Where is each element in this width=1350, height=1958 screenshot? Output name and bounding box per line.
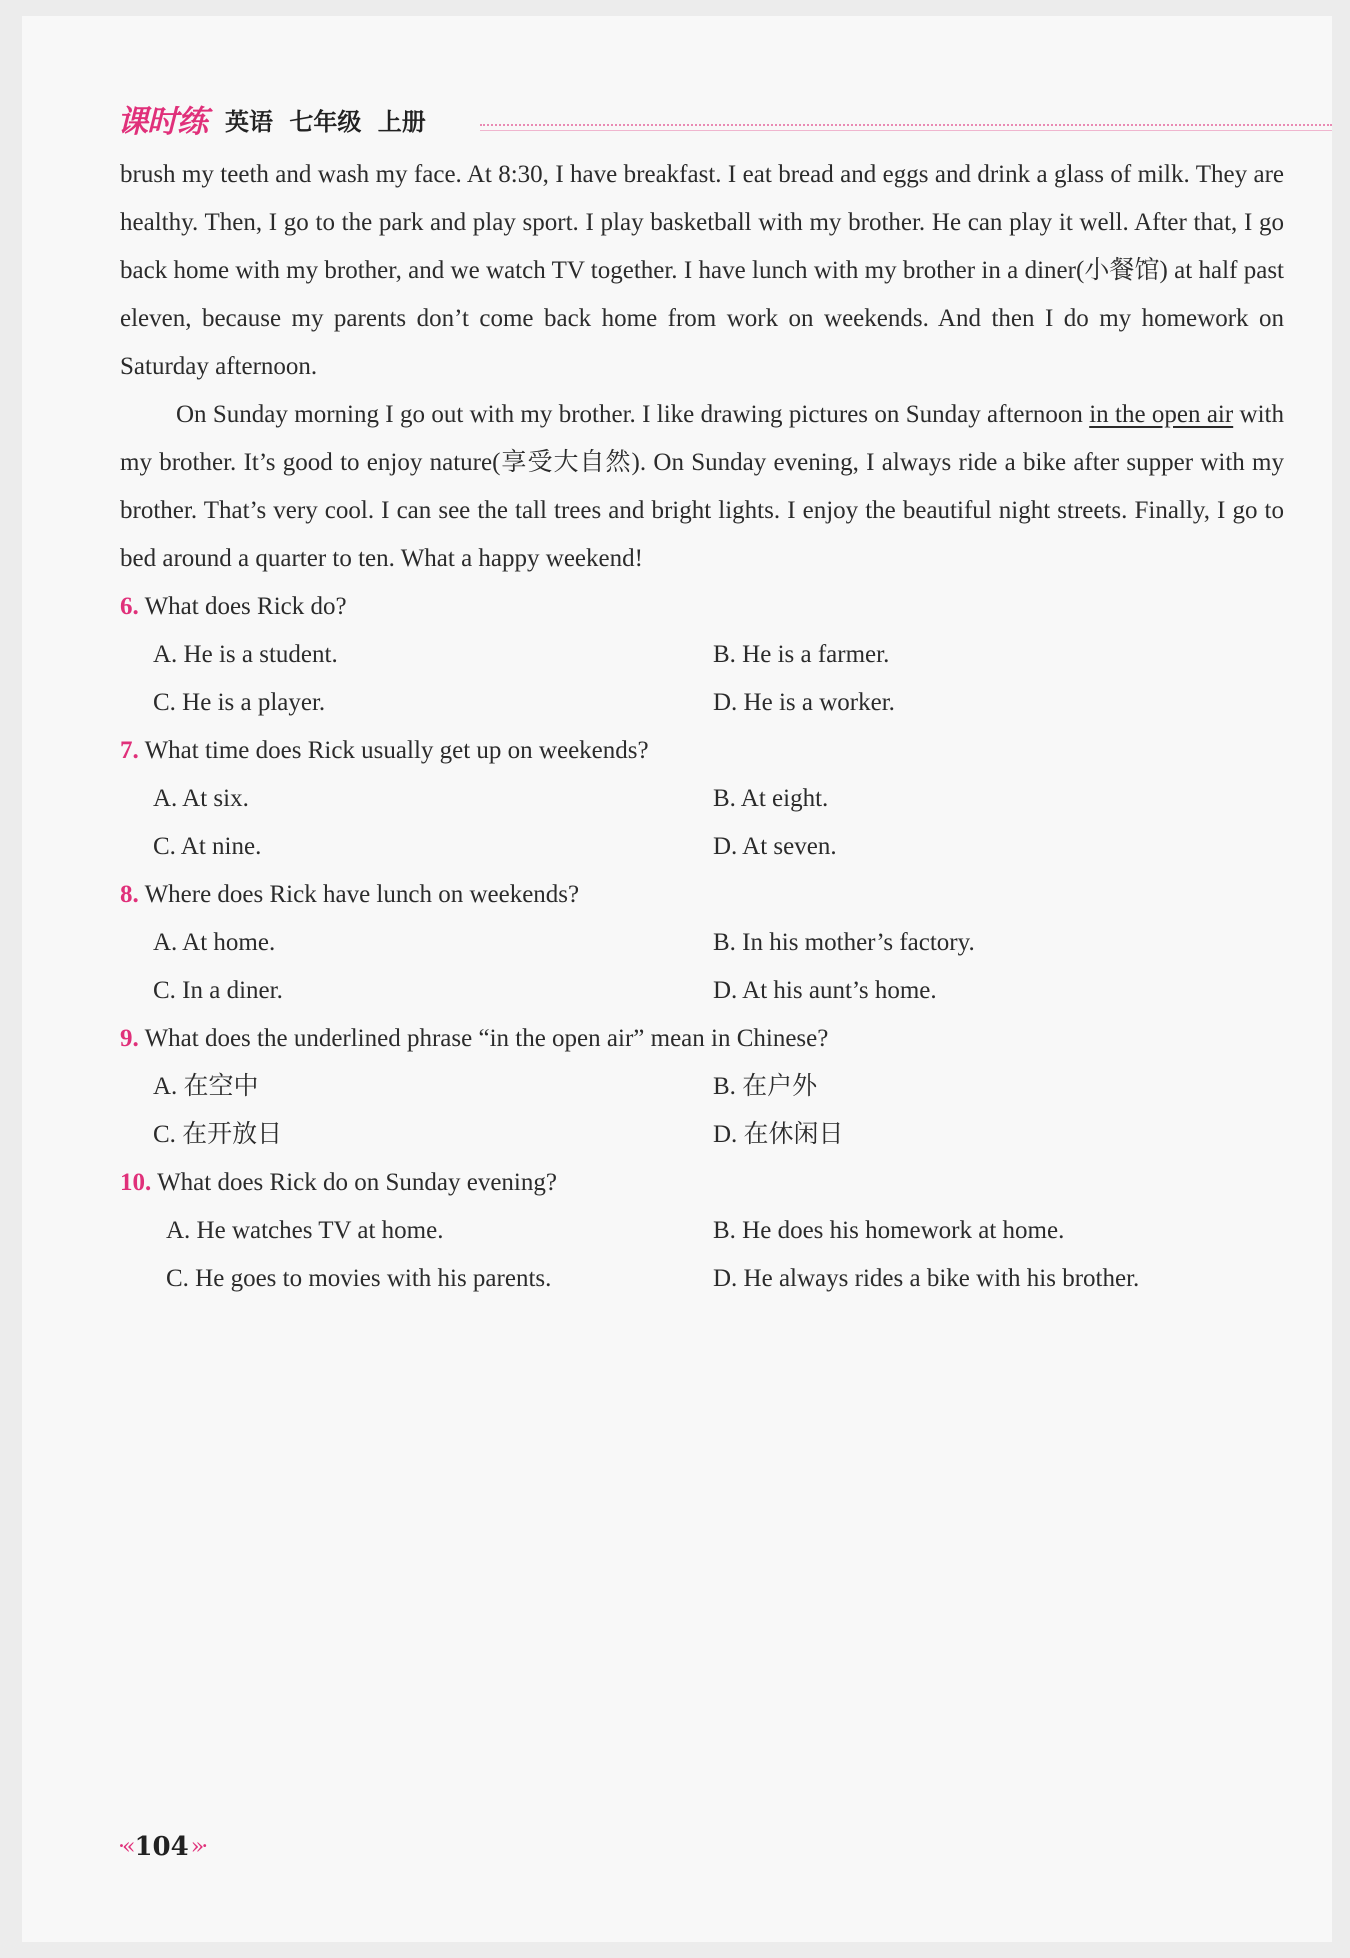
question-number: 6.: [120, 593, 139, 620]
option-b[interactable]: B. He is a farmer.: [713, 641, 890, 668]
option-a[interactable]: A. 在空中: [153, 1073, 259, 1100]
question-stem: [120, 727, 1284, 775]
option-c[interactable]: C. At nine.: [153, 833, 262, 860]
main-content: [120, 151, 1284, 1303]
question-stem: [120, 1015, 1284, 1063]
header-grade: 七年级: [289, 108, 362, 136]
option-b[interactable]: B. He does his homework at home.: [713, 1217, 1065, 1244]
option-d[interactable]: D. He always rides a bike with his brother.: [713, 1265, 1140, 1292]
header-subject: 英语: [225, 108, 273, 136]
question-number: 8.: [120, 881, 139, 908]
option-d[interactable]: D. At seven.: [713, 833, 837, 860]
passage-text: with my brother. It’s good to enjoy nature(享受大自然). On Sunday evening, I always ride a bike after supper with my brother. That’s very cool. I can see the tall trees and bright lights. I enjoy the beautiful night streets. Finally, I go to bed around a quarter to ten. What a happy weekend!: [120, 401, 1284, 572]
brand-logo: 课时练: [117, 104, 207, 140]
page-header: [95, 96, 1332, 140]
options-list: [120, 631, 1284, 727]
question-stem: [120, 871, 1284, 919]
question-text: What does the underlined phrase “in the open air” mean in Chinese?: [144, 1025, 829, 1052]
option-a[interactable]: A. At home.: [153, 929, 276, 956]
option-a[interactable]: A. He is a student.: [153, 641, 338, 668]
options-list: [120, 919, 1284, 1015]
header-volume: 上册: [377, 108, 426, 136]
page-number: 104: [134, 1832, 189, 1862]
option-b[interactable]: B. In his mother’s factory.: [713, 929, 975, 956]
option-c[interactable]: C. He is a player.: [153, 689, 326, 716]
header-divider: [480, 124, 1332, 126]
question-8: [120, 871, 1284, 1015]
left-ornament-icon: ·«: [118, 1834, 133, 1860]
header-divider-2: [480, 130, 1332, 131]
question-text: What does Rick do on Sunday evening?: [157, 1169, 557, 1196]
passage-paragraph-1: brush my teeth and wash my face. At 8:30, I have breakfast. I eat bread and eggs and drink a glass of milk. They are healthy. Then, I go to the park and play sport. I play basketball with my brother. He can play it well. After that, I go back home with my brother, and we watch TV together. I have lunch with my brother in a diner(小餐馆) at half past eleven, because my parents don’t come back home from work on weekends. And then I do my homework on Saturday afternoon.: [120, 161, 1284, 380]
question-stem: [120, 583, 1284, 631]
header-title: [225, 102, 426, 137]
question-9: [120, 1015, 1284, 1159]
options-list: [120, 775, 1284, 871]
option-c[interactable]: C. He goes to movies with his parents.: [166, 1265, 552, 1292]
question-text: Where does Rick have lunch on weekends?: [144, 881, 580, 908]
question-text: What time does Rick usually get up on weekends?: [144, 737, 649, 764]
passage-text: On Sunday morning I go out with my brother. I like drawing pictures on Sunday afternoon: [176, 401, 1090, 428]
question-number: 7.: [120, 737, 139, 764]
option-b[interactable]: B. At eight.: [713, 785, 829, 812]
question-6: [120, 583, 1284, 727]
question-text: What does Rick do?: [144, 593, 347, 620]
option-a[interactable]: A. He watches TV at home.: [166, 1217, 444, 1244]
option-c[interactable]: C. 在开放日: [153, 1121, 283, 1148]
right-ornament-icon: »·: [190, 1834, 206, 1860]
question-7: [120, 727, 1284, 871]
options-list: [120, 1207, 1284, 1303]
options-list: [120, 1063, 1284, 1159]
underlined-phrase: in the open air: [1089, 401, 1234, 428]
passage-paragraph-2: [120, 391, 1284, 583]
question-number: 10.: [120, 1169, 152, 1196]
option-d[interactable]: D. He is a worker.: [713, 689, 895, 716]
question-number: 9.: [120, 1025, 139, 1052]
option-a[interactable]: A. At six.: [153, 785, 249, 812]
option-c[interactable]: C. In a diner.: [153, 977, 283, 1004]
question-10: [120, 1159, 1284, 1303]
option-d[interactable]: D. 在休闲日: [713, 1121, 844, 1148]
option-d[interactable]: D. At his aunt’s home.: [713, 977, 937, 1004]
option-b[interactable]: B. 在户外: [713, 1073, 818, 1100]
question-stem: [120, 1159, 1284, 1207]
page-footer: [118, 1832, 205, 1872]
